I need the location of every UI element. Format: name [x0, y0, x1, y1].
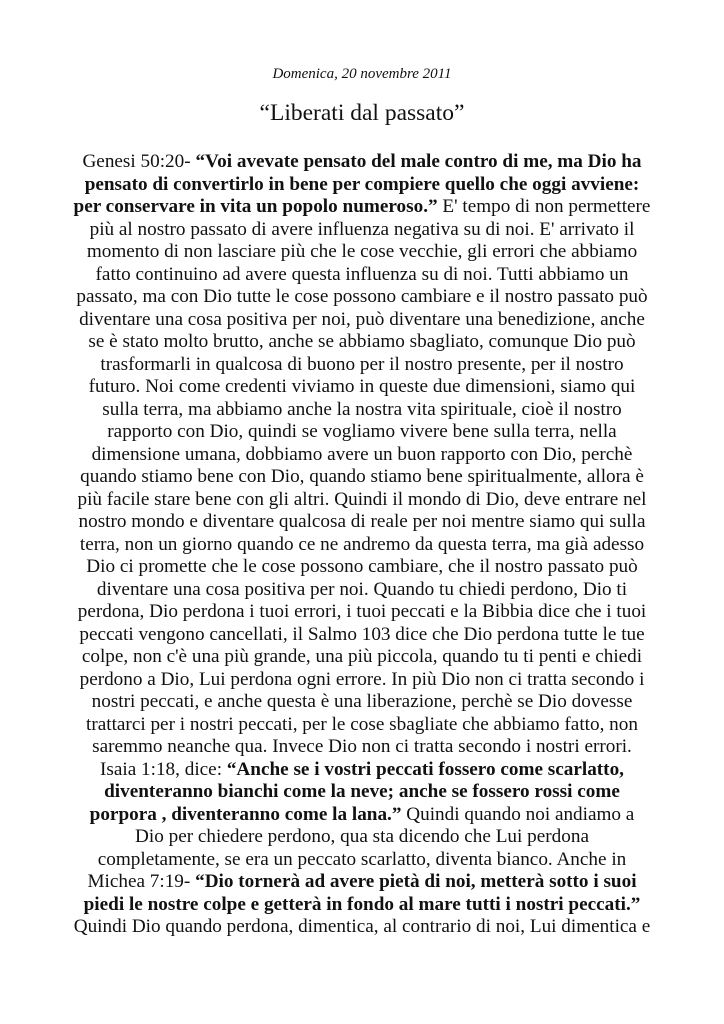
body-line [40, 174, 684, 197]
body-text: dimensione umana, dobbiamo avere un buon rapporto con Dio, perchè [91, 443, 633, 465]
body-line [40, 871, 684, 894]
body-line [40, 376, 684, 399]
body-text: Quindi quando noi andiamo a [401, 803, 635, 825]
body-line [40, 736, 684, 759]
body-line [40, 556, 684, 579]
body-text: diventare una cosa positiva per noi, può diventare una benedizione, anche [79, 308, 645, 330]
body-line [40, 241, 684, 264]
body-text: nostro mondo e diventare qualcosa di reale per noi mentre siamo qui sulla [78, 511, 646, 532]
body-text: colpe, non c'è una più grande, una più piccola, quando tu ti penti e chiedi [81, 646, 643, 667]
body-text: sulla terra, ma abbiamo anche la nostra vita spirituale, cioè il nostro [102, 398, 622, 420]
body-line [40, 691, 684, 714]
document-title: “Liberati dal passato” [259, 100, 465, 126]
body-text: se è stato molto brutto, anche se abbiamo sbagliato, comunque Dio può [88, 331, 636, 352]
body-text: più al nostro passato di avere influenza negativa su di noi. E' arrivato il [89, 218, 635, 240]
body-text: trattarci per i nostri peccati, per le cose sbagliate che abbiamo fatto, non [86, 713, 638, 735]
body-line [40, 309, 684, 332]
body-text: quando stiamo bene con Dio, quando stiamo bene spiritualmente, allora è [80, 466, 644, 487]
body-text: passato, ma con Dio tutte le cose possono cambiare e il nostro passato può [76, 286, 648, 307]
bible-quote-text: porpora , diventeranno come la lana.” [89, 803, 402, 825]
body-line [40, 421, 684, 444]
body-line [40, 444, 684, 467]
body-line [40, 781, 684, 804]
document-date: Domenica, 20 novembre 2011 [272, 66, 452, 82]
body-text: diventare una cosa positiva per noi. Quando tu chiedi perdono, Dio ti [96, 578, 628, 600]
body-text: rapporto con Dio, quindi se vogliamo vivere bene sulla terra, nella [107, 421, 617, 442]
body-text: fatto continuino ad avere questa influenza su di noi. Tutti abbiamo un [95, 263, 629, 285]
body-text: saremmo neanche qua. Invece Dio non ci tratta secondo i nostri errori. [92, 736, 632, 757]
body-line [40, 331, 684, 354]
body-text: Quindi Dio quando perdona, dimentica, al contrario di noi, Lui dimentica e [73, 916, 651, 937]
body-line [40, 354, 684, 377]
bible-quote-text: “Dio tornerà ad avere pietà di noi, metterà sotto i suoi [195, 871, 637, 892]
body-line [40, 894, 684, 917]
body-line [40, 646, 684, 669]
body-text: terra, non un giorno quando ce ne andremo da questa terra, ma già adesso [79, 533, 645, 555]
body-line [40, 534, 684, 557]
bible-quote-text: per conservare in vita un popolo numeroso.” [73, 196, 438, 217]
body-text: E' tempo di non permettere [437, 196, 651, 217]
body-line [40, 804, 684, 827]
body-text: Dio ci promette che le cose possono cambiare, che il nostro passato può [86, 556, 638, 577]
body-line [40, 151, 684, 174]
body-text: perdono a Dio, Lui perdona ogni errore. In più Dio non ci tratta secondo i [79, 668, 645, 690]
body-line [40, 466, 684, 489]
body-text: Michea 7:19- [87, 871, 196, 892]
body-line [40, 511, 684, 534]
bible-quote-text: piedi le nostre colpe e getterà in fondo al mare tutti i nostri peccati.” [83, 893, 641, 915]
body-text: completamente, se era un peccato scarlatto, diventa bianco. Anche in [97, 848, 627, 870]
bible-quote-text: diventeranno bianchi come la neve; anche se fossero rossi come [104, 781, 620, 802]
body-line [40, 849, 684, 872]
bible-quote-text: “Anche se i vostri peccati fossero come scarlatto, [226, 758, 624, 780]
body-line [40, 489, 684, 512]
bible-quote-text: “Voi avevate pensato del male contro di me, ma Dio ha [195, 151, 642, 172]
body-text: futuro. Noi come credenti viviamo in queste due dimensioni, siamo qui [88, 376, 636, 397]
body-line [40, 826, 684, 849]
body-line [40, 219, 684, 242]
body-text: trasformarli in qualcosa di buono per il nostro presente, per il nostro [100, 353, 624, 375]
body-line [40, 399, 684, 422]
body-line [40, 759, 684, 782]
body-line [40, 669, 684, 692]
body-text: Dio per chiedere perdono, qua sta dicendo che Lui perdona [135, 826, 589, 847]
body-text: perdona, Dio perdona i tuoi errori, i tuoi peccati e la Bibbia dice che i tuoi [77, 601, 647, 622]
bible-quote-text: pensato di convertirlo in bene per compiere quello che oggi avviene: [84, 173, 640, 195]
document-body [40, 151, 684, 939]
body-line [40, 264, 684, 287]
body-line [40, 601, 684, 624]
body-line [40, 714, 684, 737]
body-text: nostri peccati, e anche questa è una liberazione, perchè se Dio dovesse [91, 691, 633, 712]
body-text: più facile stare bene con gli altri. Quindi il mondo di Dio, deve entrare nel [77, 488, 647, 510]
body-line [40, 916, 684, 939]
body-text: peccati vengono cancellati, il Salmo 103 dice che Dio perdona tutte le tue [79, 623, 645, 645]
body-line [40, 286, 684, 309]
body-line [40, 579, 684, 602]
body-line [40, 624, 684, 647]
body-line [40, 196, 684, 219]
body-text: Isaia 1:18, dice: [100, 758, 227, 780]
body-text: momento di non lasciare più che le cose vecchie, gli errori che abbiamo [86, 241, 638, 262]
body-text: Genesi 50:20- [82, 151, 196, 172]
